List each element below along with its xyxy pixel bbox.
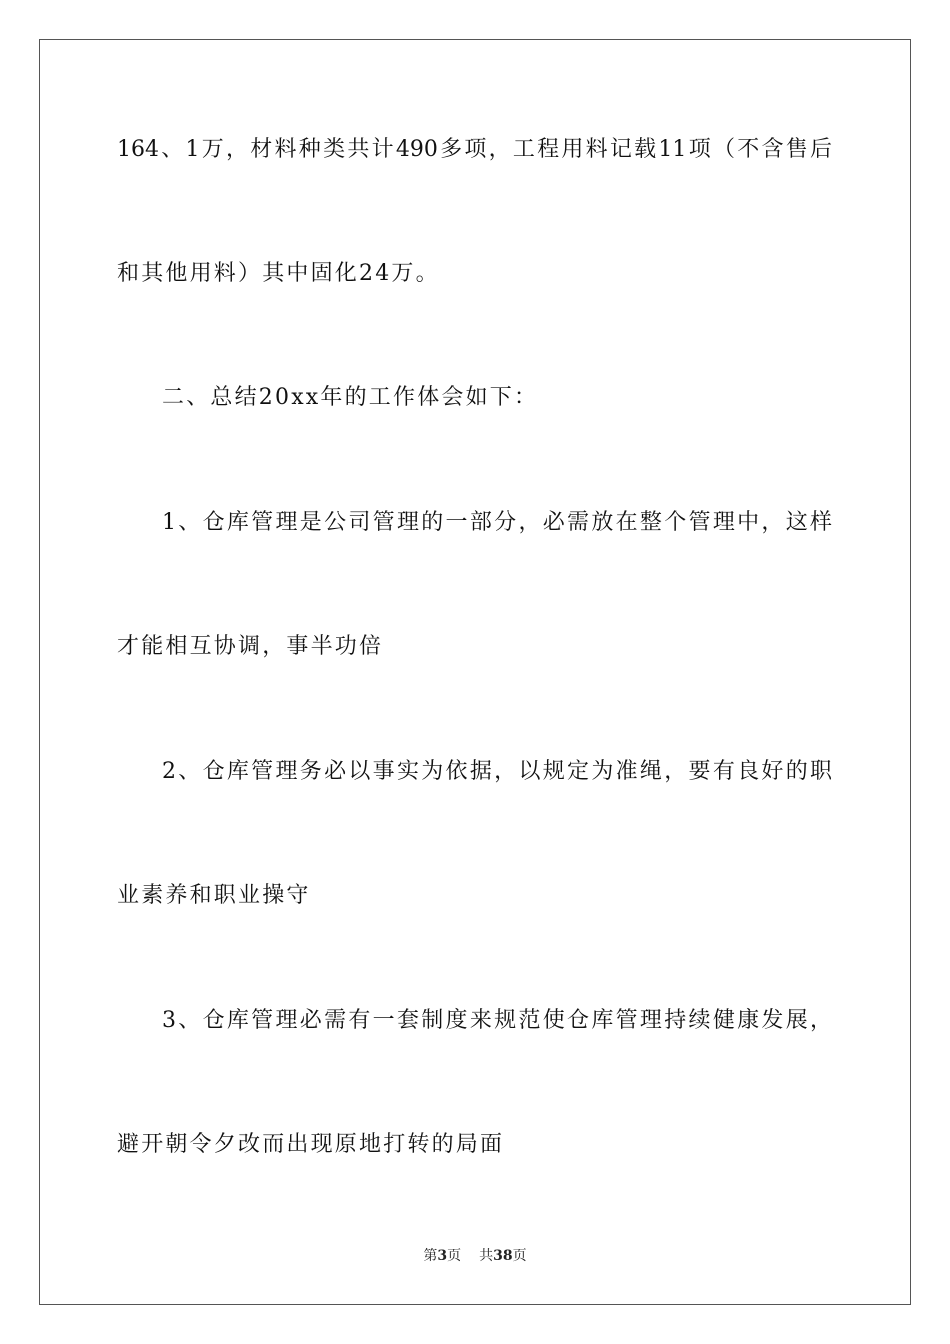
total-prefix: 共 bbox=[479, 1248, 494, 1264]
paragraph-line-5: 才能相互协调，事半功倍 bbox=[117, 634, 384, 659]
page-suffix: 页 bbox=[447, 1248, 462, 1264]
paragraph-line-7: 业素养和职业操守 bbox=[117, 883, 311, 908]
paragraph-line-4: 1、仓库管理是公司管理的一部分，必需放在整个管理中，这样 bbox=[162, 510, 832, 535]
total-suffix: 页 bbox=[512, 1248, 527, 1264]
page-prefix: 第 bbox=[423, 1248, 438, 1264]
total-pages: 38 bbox=[493, 1248, 513, 1264]
paragraph-line-9: 避开朝令夕改而出现原地打转的局面 bbox=[117, 1132, 505, 1157]
page-number: 3 bbox=[437, 1248, 448, 1264]
page-footer bbox=[0, 1247, 950, 1265]
paragraph-line-6: 2、仓库管理务必以事实为依据，以规定为准绳，要有良好的职 bbox=[162, 759, 832, 784]
page-frame bbox=[39, 39, 911, 1305]
section-heading: 二、总结20xx年的工作体会如下： bbox=[162, 385, 539, 410]
paragraph-line-2: 和其他用料）其中固化24万。 bbox=[117, 261, 440, 286]
paragraph-line-1: 164、1万，材料种类共计490多项，工程用料记载11项（不含售后 bbox=[117, 137, 832, 162]
paragraph-line-8: 3、仓库管理必需有一套制度来规范使仓库管理持续健康发展， bbox=[162, 1008, 832, 1033]
